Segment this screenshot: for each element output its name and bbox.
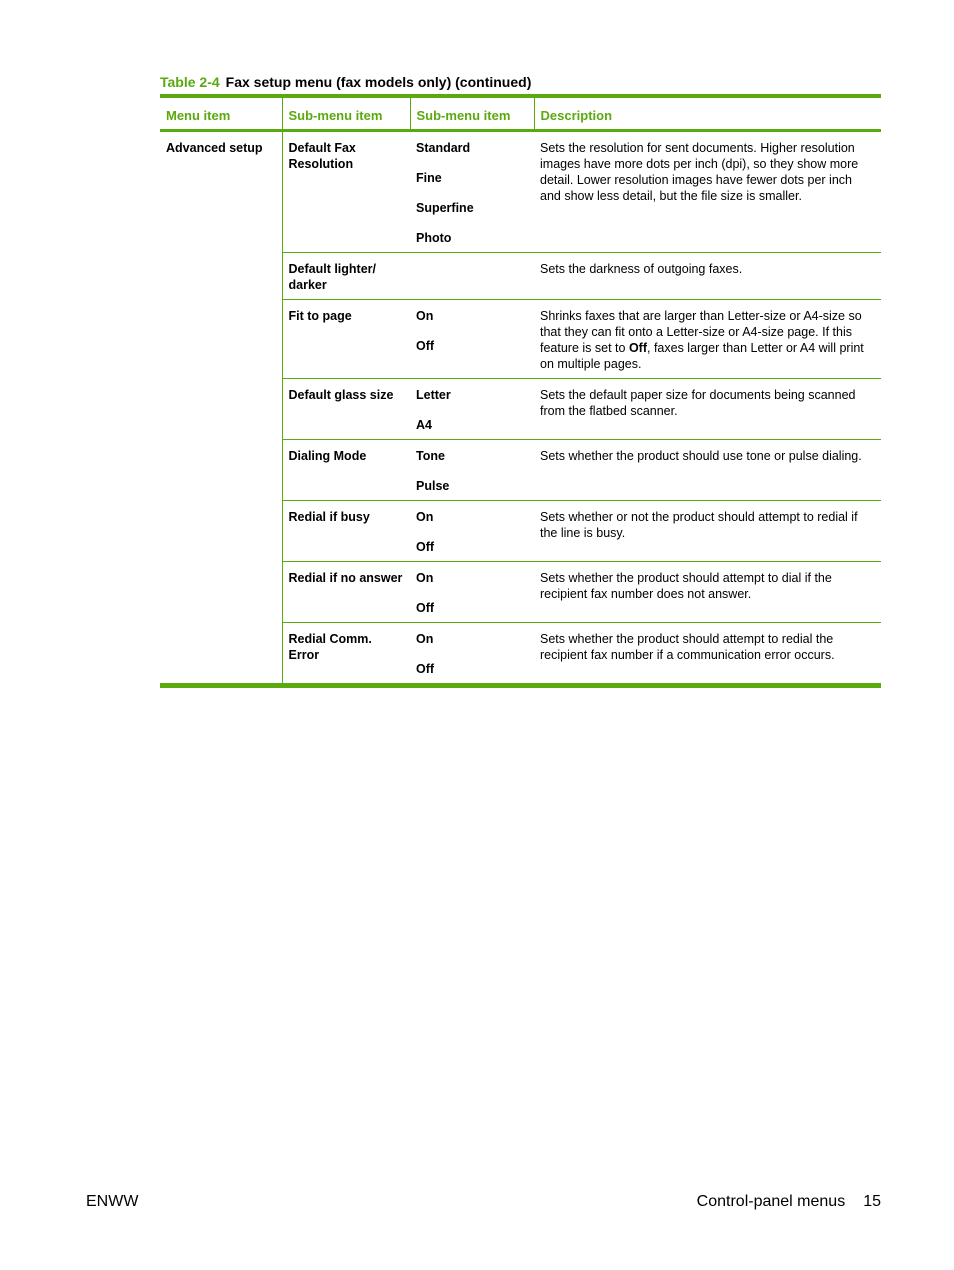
description-cell: Sets the darkness of outgoing faxes. xyxy=(534,253,881,300)
sub-menu-item-cell: Redial if no answer xyxy=(282,562,410,623)
option-value: Off xyxy=(416,601,435,615)
table-title: Fax setup menu (fax models only) (continued) xyxy=(225,74,532,90)
description-cell: Sets the resolution for sent documents. Higher resolution images have more dots per inch (dpi), so they show more detail. Lower resolution images have fewer dots per inch and show less detail, but the file size is smaller. xyxy=(534,131,881,253)
fax-setup-table xyxy=(160,94,881,688)
description-cell: Sets whether the product should attempt to redial the recipient fax number if a communication error occurs. xyxy=(540,632,835,662)
sub-menu-item-cell: Fit to page xyxy=(282,300,410,379)
header-menu-item: Menu item xyxy=(160,96,282,131)
option-value: Tone xyxy=(416,449,445,463)
header-description: Description xyxy=(534,96,881,131)
table-caption xyxy=(160,74,531,90)
sub-menu-options-cell xyxy=(410,300,534,379)
sub-menu-options-cell xyxy=(410,379,534,440)
option-value: Pulse xyxy=(416,479,450,493)
description-cell xyxy=(534,300,881,379)
option-value: Off xyxy=(416,662,435,676)
sub-menu-options-cell xyxy=(410,253,534,300)
description-text: , faxes larger than Letter or A4 will print on multiple pages. xyxy=(540,341,864,371)
sub-menu-options-cell xyxy=(410,131,534,253)
table-header-row xyxy=(160,96,881,131)
option-value: A4 xyxy=(416,418,432,432)
option-value: On xyxy=(416,510,434,524)
sub-menu-options-cell xyxy=(410,440,534,501)
sub-menu-options-cell xyxy=(410,562,534,623)
description-cell: Sets the default paper size for documents being scanned from the flatbed scanner. xyxy=(534,379,881,440)
sub-menu-item-cell: Default lighter/ darker xyxy=(282,253,410,300)
header-sub-menu-item-2: Sub-menu item xyxy=(410,96,534,131)
footer-left: ENWW xyxy=(86,1193,139,1210)
description-cell: Sets whether the product should attempt to dial if the recipient fax number does not answer. xyxy=(534,562,881,623)
option-value: Standard xyxy=(416,141,471,155)
option-value: Fine xyxy=(416,171,442,185)
sub-menu-options-cell xyxy=(410,501,534,562)
description-cell: Sets whether or not the product should attempt to redial if the line is busy. xyxy=(534,501,881,562)
menu-item-cell: Advanced setup xyxy=(160,131,282,686)
description-cell: Sets whether the product should use tone or pulse dialing. xyxy=(534,440,881,501)
description-text: Shrinks faxes that are larger than Letter-size or A4-size so that they can fit onto a Letter-size or A4-size page. If this feature is set to xyxy=(540,309,862,355)
option-value: On xyxy=(416,632,434,646)
option-value: Off xyxy=(416,339,435,353)
table-row xyxy=(160,131,881,253)
sub-menu-item-cell: Default Fax Resolution xyxy=(282,131,410,253)
header-sub-menu-item-1: Sub-menu item xyxy=(282,96,410,131)
option-value: Superfine xyxy=(416,201,474,215)
description-bold-term: Off xyxy=(628,341,647,355)
page-number: 15 xyxy=(863,1193,881,1210)
footer-right xyxy=(697,1193,881,1211)
option-value: On xyxy=(416,571,434,585)
option-value: Letter xyxy=(416,388,451,402)
sub-menu-item-cell: Redial if busy xyxy=(282,501,410,562)
sub-menu-item-cell: Redial Comm. Error xyxy=(288,632,372,662)
option-value: On xyxy=(416,309,434,323)
sub-menu-item-cell: Default glass size xyxy=(282,379,410,440)
table-number: Table 2-4 xyxy=(160,74,220,90)
option-value: Photo xyxy=(416,231,452,245)
option-value: Off xyxy=(416,540,435,554)
sub-menu-options-cell xyxy=(410,623,534,686)
footer-section: Control-panel menus xyxy=(696,1193,846,1210)
sub-menu-item-cell: Dialing Mode xyxy=(282,440,410,501)
